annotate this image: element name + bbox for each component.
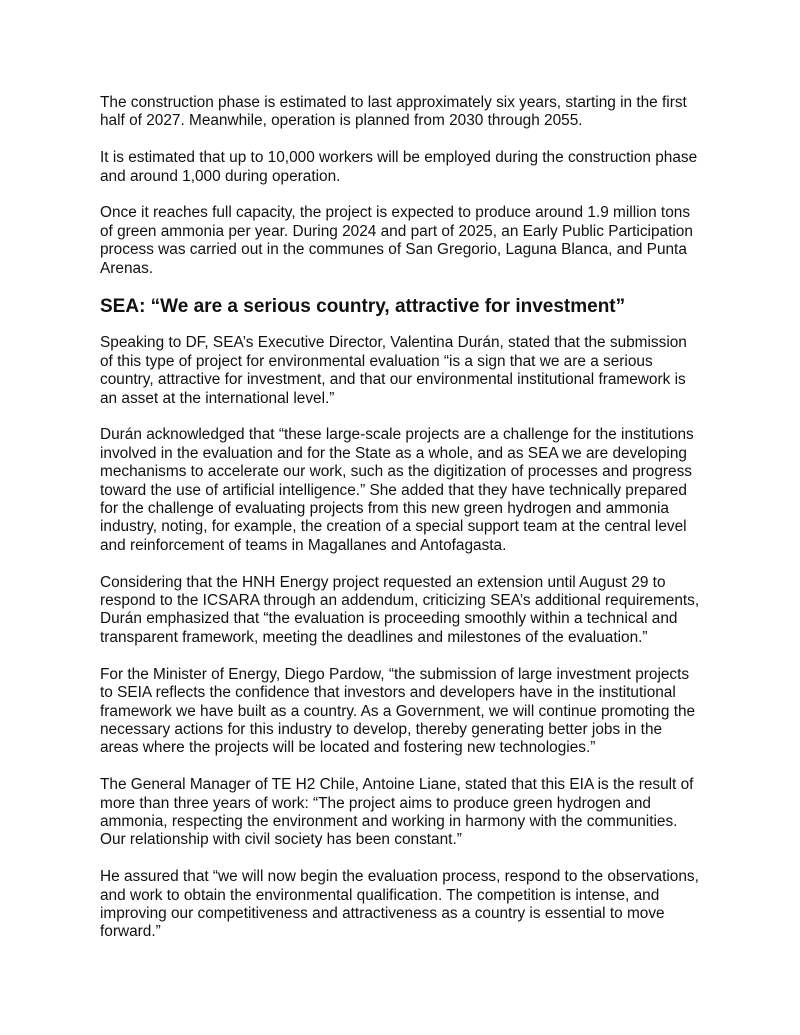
paragraph-evaluation-process: He assured that “we will now begin the evaluation process, respond to the observations, and work to obtain the environmental qualification. The competition is intense, and improving our competitiveness and attractiveness as a country is essential to move forward.” [100, 868, 699, 941]
paragraph-minister-energy: For the Minister of Energy, Diego Pardow, “the submission of large investment projects to SEIA reflects the confidence that investors and developers have in the institutional framework we have built as a country. As a Government, we will continue promoting the necessary actions for this industry to develop, thereby generating better jobs in the areas where the projects will be located and fostering new technologies.” [100, 665, 696, 757]
paragraph-duran-acknowledged: Durán acknowledged that “these large-scale projects are a challenge for the institutions involved in the evaluation and for the State as a whole, and as SEA we are developing mechanisms to accelerate our work, such as the digitization of processes and progress toward the use of artificial intelligence.” She added that they have technically prepared for the challenge of evaluating projects from this new green hydrogen and ammonia industry, noting, for example, the creation of a special support team at the central level and reinforcement of teams in Magallanes and Antofagasta. [100, 426, 694, 554]
paragraph-capacity: Once it reaches full capacity, the project is expected to produce around 1.9 million tons of green ammonia per year. During 2024 and part of 2025, an Early Public Participation process was carried out in the communes of San Gregorio, Laguna Blanca, and Punta Arenas. [100, 204, 693, 277]
paragraph-hnh-extension: Considering that the HNH Energy project requested an extension until August 29 to respond to the ICSARA through an addendum, criticizing SEA’s additional requirements, Durán emphasized that “the evaluation is proceeding smoothly within a technical and transparent framework, meeting the deadlines and milestones of the evaluation.” [100, 573, 700, 646]
paragraph-construction-phase: The construction phase is estimated to last approximately six years, starting in the first half of 2027. Meanwhile, operation is planned from 2030 through 2055. [100, 94, 687, 130]
section-heading: SEA: “We are a serious country, attractive for investment” [100, 296, 626, 318]
paragraph-workers: It is estimated that up to 10,000 workers will be employed during the construction phase and around 1,000 during operation. [100, 149, 698, 185]
document-page [100, 94, 702, 960]
paragraph-executive-director: Speaking to DF, SEA’s Executive Director, Valentina Durán, stated that the submission of this type of project for environmental evaluation “is a sign that we are a serious country, attractive for investment, and that our environmental institutional framework is an asset at the international level.” [100, 334, 687, 407]
paragraph-general-manager: The General Manager of TE H2 Chile, Antoine Liane, stated that this EIA is the result of more than three years of work: “The project aims to produce green hydrogen and ammonia, respecting the environment and working in harmony with the communities. Our relationship with civil society has been constant.” [100, 776, 694, 849]
